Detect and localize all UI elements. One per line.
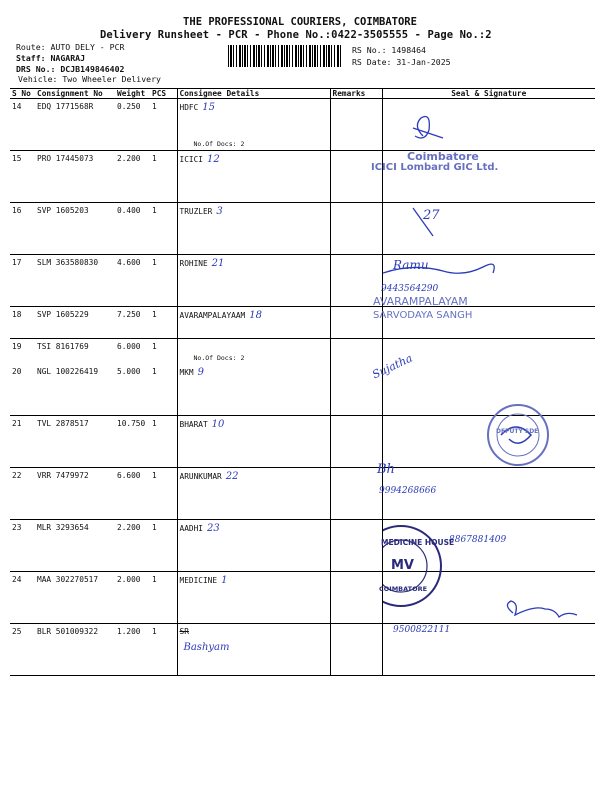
cell-pcs: 1 xyxy=(150,203,177,255)
cell-consignee xyxy=(177,520,330,572)
handwritten-note: 21 xyxy=(211,258,225,269)
consignee-name: BHARAT xyxy=(179,420,208,429)
consignee-name: ICICI xyxy=(179,155,203,164)
stamp-coimbatore: Coimbatore xyxy=(407,150,479,163)
cell-sno: 20 xyxy=(10,364,35,416)
phone-row-25: 9500822111 xyxy=(393,625,451,635)
cell-weight: 10.750 xyxy=(115,416,150,468)
handwritten-note: 1 xyxy=(221,575,228,586)
signature-row-17: Ramu xyxy=(393,258,429,272)
consignee-name: MEDICINE xyxy=(179,576,218,585)
cell-weight: 0.400 xyxy=(115,203,150,255)
stamp-coimbatore-medicine: COIMBATORE xyxy=(379,585,428,593)
cell-consignment: SLM 363580830 xyxy=(35,255,115,307)
signature-row-22: Bh xyxy=(377,462,395,477)
col-weight: Weight xyxy=(115,89,150,99)
handwritten-note: 3 xyxy=(216,206,223,217)
handwritten-note: 10 xyxy=(211,419,225,430)
handwritten-note: 22 xyxy=(225,471,239,482)
cell-pcs: 1 xyxy=(150,416,177,468)
cell-consignment: MAA 302270517 xyxy=(35,572,115,624)
cell-sno: 25 xyxy=(10,624,35,676)
runsheet-subtitle: Delivery Runsheet - PCR - Phone No.:0422-3505555 - Page No.:2 xyxy=(100,29,492,41)
cell-remarks xyxy=(330,203,382,255)
staff-label: Staff: NAGARAJ xyxy=(16,53,86,63)
cell-consignee xyxy=(177,203,330,255)
cell-sno: 24 xyxy=(10,572,35,624)
cell-consignment: EDQ 1771568R xyxy=(35,99,115,151)
consignee-name: AVARAMPALAYAAM xyxy=(179,311,246,320)
signature-row-16: 27 xyxy=(423,208,440,223)
cell-weight: 4.600 xyxy=(115,255,150,307)
cell-consignment: TSI 8161769 xyxy=(37,342,89,351)
cell-remarks xyxy=(330,520,382,572)
vehicle-label: Vehicle: Two Wheeler Delivery xyxy=(18,74,161,84)
stamp-row-21: DEPUTY SDE xyxy=(496,428,539,435)
cell-sno: 15 xyxy=(10,151,35,203)
cell-remarks xyxy=(330,468,382,520)
stamp-avarampalayam: AVARAMPALAYAM xyxy=(373,295,468,308)
phone-row-23: 8867881409 xyxy=(449,535,507,545)
cell-remarks xyxy=(330,624,382,676)
cell-consignee xyxy=(177,572,330,624)
cell-weight: 2.200 xyxy=(115,520,150,572)
cell-consignee xyxy=(177,624,330,676)
cell-consignment: SVP 1605229 xyxy=(35,307,115,339)
drs-label: DRS No.: DCJB149846402 xyxy=(16,64,125,74)
rs-date: RS Date: 31-Jan-2025 xyxy=(352,57,451,67)
handwritten-note: 15 xyxy=(202,102,216,113)
cell-consignee xyxy=(177,307,330,339)
cell-remarks xyxy=(330,339,382,365)
consignee-name: ARUNKUMAR xyxy=(179,472,222,481)
consignee-name: SR xyxy=(179,627,189,636)
cell-weight: 0.250 xyxy=(115,99,150,151)
col-signature: Seal & Signature xyxy=(382,89,595,99)
phone-row-17: 9443564290 xyxy=(381,284,439,294)
cell-pcs: 1 xyxy=(150,151,177,203)
table-header-row xyxy=(10,89,595,99)
cell-weight: 2.200 xyxy=(115,151,150,203)
phone-row-22: 9994268666 xyxy=(379,486,437,496)
handwritten-note: 23 xyxy=(206,523,220,534)
cell-sno: 17 xyxy=(10,255,35,307)
signature-row-20: Sujatha xyxy=(370,351,415,382)
handwritten-note: 12 xyxy=(206,154,220,165)
stamp-mv: MV xyxy=(391,558,414,573)
cell-consignment: NGL 100226419 xyxy=(35,364,115,416)
cell-pcs: 1 xyxy=(150,307,177,339)
col-remarks: Remarks xyxy=(330,89,382,99)
cell-consignment: SVP 1605203 xyxy=(35,203,115,255)
cell-weight: 1.200 xyxy=(115,624,150,676)
cell-consignment: PRO 17445073 xyxy=(35,151,115,203)
signature-area xyxy=(370,98,595,658)
cell-consignee xyxy=(177,364,330,416)
cell-consignment: MLR 3293654 xyxy=(35,520,115,572)
cell-pcs: 1 xyxy=(150,468,177,520)
cell-pcs: 1 xyxy=(150,99,177,151)
handwritten-note: Bashyam xyxy=(183,642,230,653)
cell-remarks xyxy=(330,416,382,468)
consignee-name: MKM xyxy=(179,368,194,377)
cell-consignee xyxy=(177,468,330,520)
cell-sno: 18 xyxy=(10,307,35,339)
cell-weight: 6.000 xyxy=(117,342,141,351)
barcode-image xyxy=(228,45,342,67)
consignee-name: TRUZLER xyxy=(179,207,213,216)
cell-weight: 2.000 xyxy=(115,572,150,624)
cell-consignment: TVL 2878517 xyxy=(35,416,115,468)
stamp-icici: ICICI Lombard GIC Ltd. xyxy=(371,162,499,173)
cell-consignee xyxy=(177,339,330,365)
cell-consignment: BLR 501009322 xyxy=(35,624,115,676)
consignee-name: HDFC xyxy=(179,103,199,112)
cell-sno: 22 xyxy=(10,468,35,520)
cell-sno: 16 xyxy=(10,203,35,255)
cell-pcs: 1 xyxy=(150,520,177,572)
cell-sno: 21 xyxy=(10,416,35,468)
cell-consignee xyxy=(177,416,330,468)
cell-weight: 5.000 xyxy=(115,364,150,416)
cell-pcs: 1 xyxy=(152,342,157,351)
stamp-sarvodaya: SARVODAYA SANGH xyxy=(373,310,473,321)
cell-pcs: 1 xyxy=(150,364,177,416)
cell-remarks xyxy=(330,151,382,203)
cell-weight: 7.250 xyxy=(115,307,150,339)
cell-pcs: 1 xyxy=(150,572,177,624)
signature-drawings xyxy=(383,98,595,658)
handwritten-note: 9 xyxy=(197,367,204,378)
route-label: Route: AUTO DELY - PCR xyxy=(16,42,125,52)
cell-remarks xyxy=(330,99,382,151)
stamp-medicine-house: MEDICINE HOUSE xyxy=(381,538,455,547)
cell-pcs: 1 xyxy=(150,255,177,307)
col-consignee: Consignee Details xyxy=(177,89,330,99)
cell-sno: 23 xyxy=(10,520,35,572)
cell-consignee xyxy=(177,151,330,203)
consignee-name: ROHINE xyxy=(179,259,208,268)
cell-sno: 14 xyxy=(10,99,35,151)
col-sno: S No xyxy=(10,89,35,99)
col-consignment: Consignment No xyxy=(35,89,115,99)
document-title: THE PROFESSIONAL COURIERS, COIMBATORE xyxy=(183,16,417,28)
cell-remarks xyxy=(330,572,382,624)
cell-consignee xyxy=(177,255,330,307)
docs-count: No.Of Docs: 2 xyxy=(193,140,245,148)
cell-consignment: VRR 7479972 xyxy=(35,468,115,520)
cell-weight: 6.600 xyxy=(115,468,150,520)
handwritten-note: 18 xyxy=(249,310,262,321)
cell-pcs: 1 xyxy=(150,624,177,676)
consignee-name: AADHI xyxy=(179,524,203,533)
col-pcs: PCS xyxy=(150,89,177,99)
rs-number: RS No.: 1498464 xyxy=(352,45,426,55)
cell-sno: 19 xyxy=(12,342,22,351)
docs-count: No.Of Docs: 2 xyxy=(193,354,245,362)
cell-consignee xyxy=(177,99,330,151)
